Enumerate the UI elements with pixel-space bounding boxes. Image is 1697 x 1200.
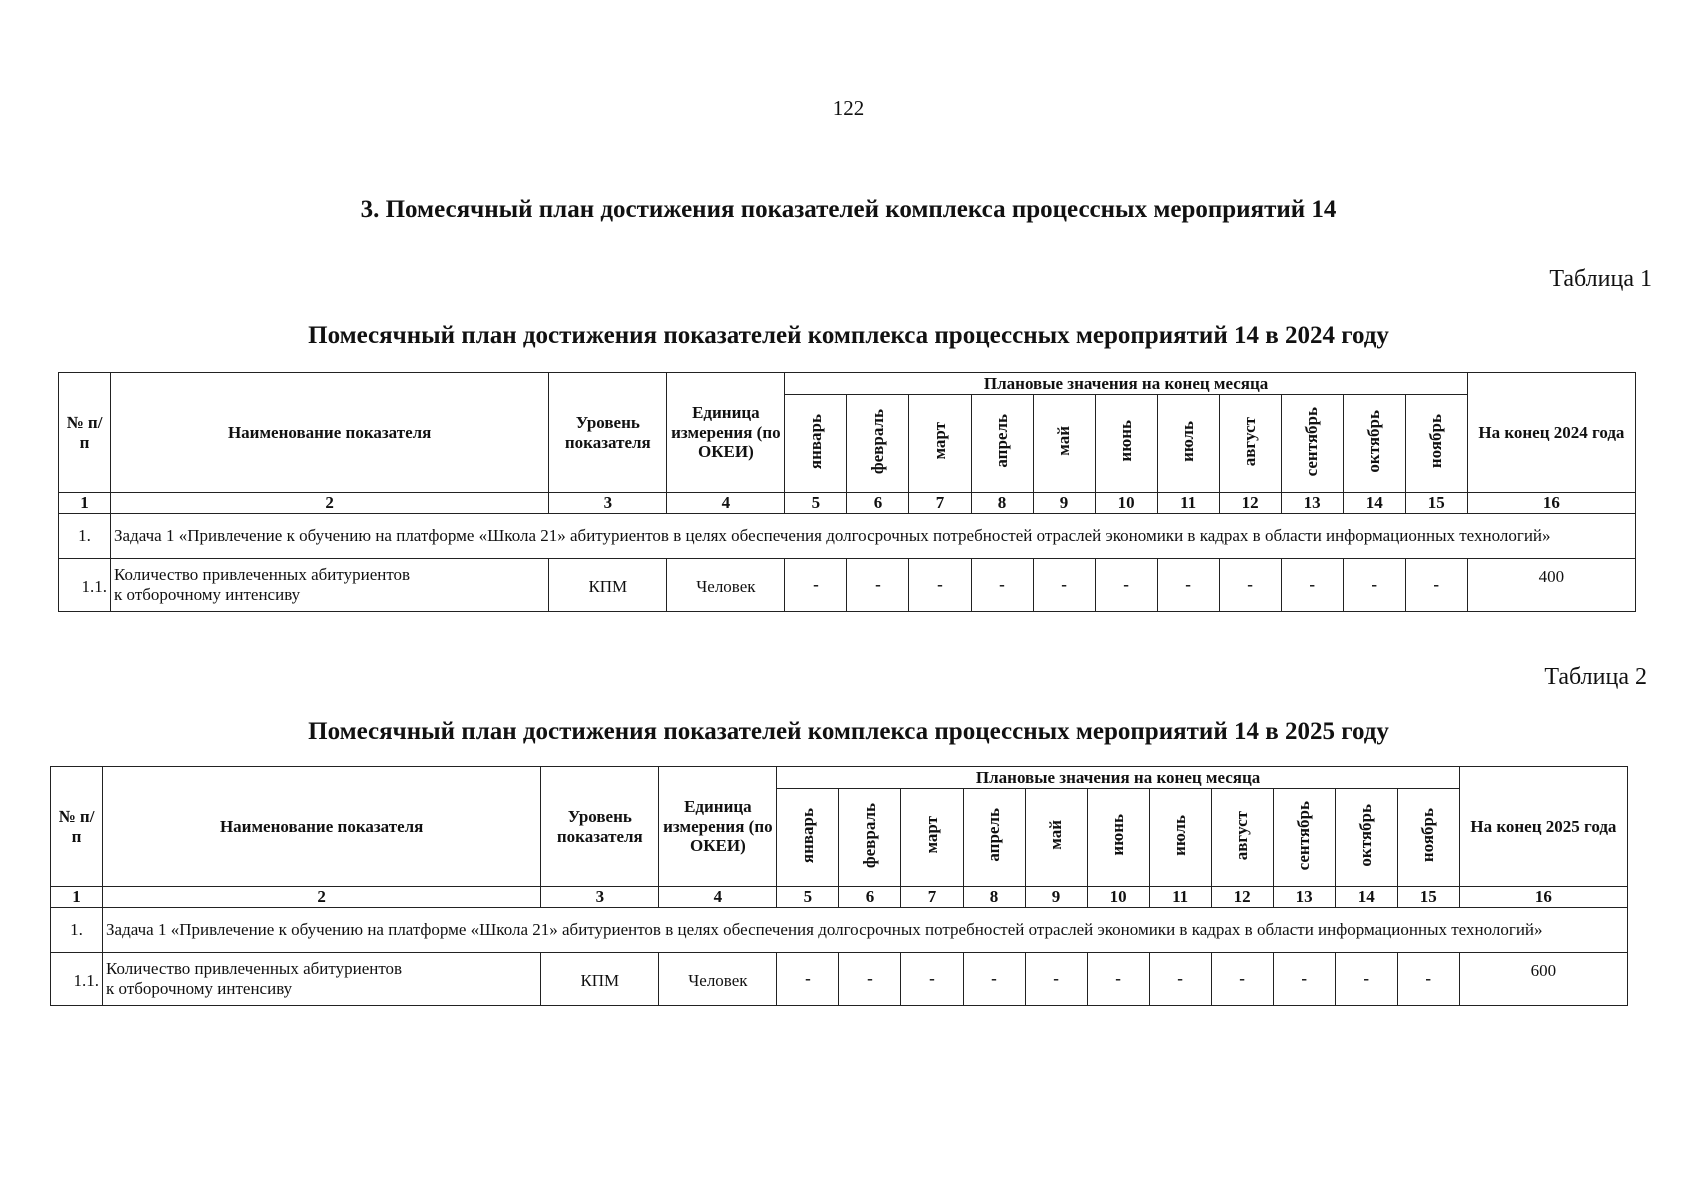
column-number: 5 bbox=[785, 493, 847, 514]
monthly-value: - bbox=[1343, 559, 1405, 612]
monthly-value: - bbox=[839, 953, 901, 1006]
header-month: июнь bbox=[1095, 395, 1157, 493]
monthly-value: - bbox=[909, 559, 971, 612]
monthly-value: - bbox=[777, 953, 839, 1006]
column-number: 3 bbox=[541, 887, 659, 908]
header-final: На конец 2025 года bbox=[1459, 767, 1627, 887]
indicator-number: 1.1. bbox=[51, 953, 103, 1006]
monthly-value: - bbox=[1281, 559, 1343, 612]
column-number: 14 bbox=[1335, 887, 1397, 908]
column-number: 8 bbox=[963, 887, 1025, 908]
header-month: февраль bbox=[847, 395, 909, 493]
indicator-name-line1: Количество привлеченных абитуриентов bbox=[114, 565, 411, 585]
header-month: июль bbox=[1157, 395, 1219, 493]
header-month: сентябрь bbox=[1273, 789, 1335, 887]
column-number: 6 bbox=[847, 493, 909, 514]
column-number: 11 bbox=[1157, 493, 1219, 514]
header-name: Наименование показателя bbox=[103, 767, 541, 887]
monthly-value: - bbox=[1025, 953, 1087, 1006]
page-number: 122 bbox=[832, 96, 865, 120]
column-number: 5 bbox=[777, 887, 839, 908]
header-level: Уровень показателя bbox=[549, 373, 667, 493]
header-month: март bbox=[901, 789, 963, 887]
header-unit: Единица измерения (по ОКЕИ) bbox=[667, 373, 785, 493]
task-number: 1. bbox=[59, 514, 111, 559]
header-month: июнь bbox=[1087, 789, 1149, 887]
column-number: 10 bbox=[1087, 887, 1149, 908]
column-number: 9 bbox=[1033, 493, 1095, 514]
column-number: 1 bbox=[51, 887, 103, 908]
indicator-unit: Человек bbox=[667, 559, 785, 612]
header-plan-group: Плановые значения на конец месяца bbox=[785, 373, 1467, 395]
header-month: ноябрь bbox=[1405, 395, 1467, 493]
section-title: 3. Помесячный план достижения показателей комплекса процессных мероприятий 14 bbox=[360, 196, 1337, 223]
indicator-name-line2: к отборочному интенсиву bbox=[106, 979, 293, 998]
monthly-value: - bbox=[1095, 559, 1157, 612]
header-plan-group: Плановые значения на конец месяца bbox=[777, 767, 1459, 789]
monthly-value: - bbox=[1211, 953, 1273, 1006]
monthly-value: - bbox=[1335, 953, 1397, 1006]
monthly-value: - bbox=[1397, 953, 1459, 1006]
monthly-value: - bbox=[1033, 559, 1095, 612]
indicator-level: КПМ bbox=[541, 953, 659, 1006]
indicator-name-line2: к отборочному интенсиву bbox=[114, 585, 301, 604]
monthly-value: - bbox=[1405, 559, 1467, 612]
column-number: 16 bbox=[1467, 493, 1635, 514]
header-month: октябрь bbox=[1343, 395, 1405, 493]
monthly-value: - bbox=[1149, 953, 1211, 1006]
column-number: 16 bbox=[1459, 887, 1627, 908]
plan-table-2024 bbox=[58, 372, 1636, 612]
header-final: На конец 2024 года bbox=[1467, 373, 1635, 493]
monthly-value: - bbox=[901, 953, 963, 1006]
column-number: 12 bbox=[1211, 887, 1273, 908]
monthly-value: - bbox=[847, 559, 909, 612]
column-number: 7 bbox=[909, 493, 971, 514]
table-label-1: Таблица 1 bbox=[1549, 266, 1652, 292]
column-number: 13 bbox=[1281, 493, 1343, 514]
task-text: Задача 1 «Привлечение к обучению на платформе «Школа 21» абитуриентов в целях обеспечения долгосрочных потребностей отраслей экономики в кадрах в области информационных технологий» bbox=[103, 908, 1628, 953]
column-number: 11 bbox=[1149, 887, 1211, 908]
indicator-row bbox=[51, 953, 1628, 1006]
indicator-name bbox=[111, 559, 549, 612]
monthly-value: - bbox=[1219, 559, 1281, 612]
header-month: ноябрь bbox=[1397, 789, 1459, 887]
column-number: 2 bbox=[103, 887, 541, 908]
column-number: 8 bbox=[971, 493, 1033, 514]
monthly-value: - bbox=[971, 559, 1033, 612]
column-number: 4 bbox=[659, 887, 777, 908]
header-month: январь bbox=[777, 789, 839, 887]
table-label-2: Таблица 2 bbox=[1544, 664, 1647, 690]
header-name: Наименование показателя bbox=[111, 373, 549, 493]
column-number: 15 bbox=[1397, 887, 1459, 908]
monthly-value: - bbox=[785, 559, 847, 612]
final-value: 600 bbox=[1459, 953, 1627, 1006]
column-number: 4 bbox=[667, 493, 785, 514]
indicator-number: 1.1. bbox=[59, 559, 111, 612]
monthly-value: - bbox=[1273, 953, 1335, 1006]
header-month: май bbox=[1033, 395, 1095, 493]
plan-table-2025 bbox=[50, 766, 1628, 1006]
column-number: 12 bbox=[1219, 493, 1281, 514]
header-month: апрель bbox=[971, 395, 1033, 493]
task-number: 1. bbox=[51, 908, 103, 953]
header-num: № п/п bbox=[59, 373, 111, 493]
column-number: 2 bbox=[111, 493, 549, 514]
header-month: февраль bbox=[839, 789, 901, 887]
header-month: март bbox=[909, 395, 971, 493]
header-month: сентябрь bbox=[1281, 395, 1343, 493]
indicator-name-line1: Количество привлеченных абитуриентов bbox=[106, 959, 403, 979]
indicator-row bbox=[59, 559, 1636, 612]
header-month: апрель bbox=[963, 789, 1025, 887]
column-number: 13 bbox=[1273, 887, 1335, 908]
header-month: январь bbox=[785, 395, 847, 493]
header-month: июль bbox=[1149, 789, 1211, 887]
column-number: 10 bbox=[1095, 493, 1157, 514]
task-text: Задача 1 «Привлечение к обучению на платформе «Школа 21» абитуриентов в целях обеспечения долгосрочных потребностей отраслей экономики в кадрах в области информационных технологий» bbox=[111, 514, 1636, 559]
table-title-1: Помесячный план достижения показателей комплекса процессных мероприятий 14 в 2024 году bbox=[308, 322, 1389, 349]
column-number: 3 bbox=[549, 493, 667, 514]
column-number: 1 bbox=[59, 493, 111, 514]
column-number: 6 bbox=[839, 887, 901, 908]
header-month: май bbox=[1025, 789, 1087, 887]
indicator-level: КПМ bbox=[549, 559, 667, 612]
monthly-value: - bbox=[1087, 953, 1149, 1006]
indicator-unit: Человек bbox=[659, 953, 777, 1006]
column-number: 14 bbox=[1343, 493, 1405, 514]
final-value: 400 bbox=[1467, 559, 1635, 612]
monthly-value: - bbox=[963, 953, 1025, 1006]
header-unit: Единица измерения (по ОКЕИ) bbox=[659, 767, 777, 887]
header-month: октябрь bbox=[1335, 789, 1397, 887]
header-level: Уровень показателя bbox=[541, 767, 659, 887]
column-number: 7 bbox=[901, 887, 963, 908]
column-number: 9 bbox=[1025, 887, 1087, 908]
indicator-name bbox=[103, 953, 541, 1006]
header-month: август bbox=[1219, 395, 1281, 493]
column-number: 15 bbox=[1405, 493, 1467, 514]
monthly-value: - bbox=[1157, 559, 1219, 612]
header-num: № п/п bbox=[51, 767, 103, 887]
table-title-2: Помесячный план достижения показателей комплекса процессных мероприятий 14 в 2025 году bbox=[308, 718, 1389, 745]
header-month: август bbox=[1211, 789, 1273, 887]
